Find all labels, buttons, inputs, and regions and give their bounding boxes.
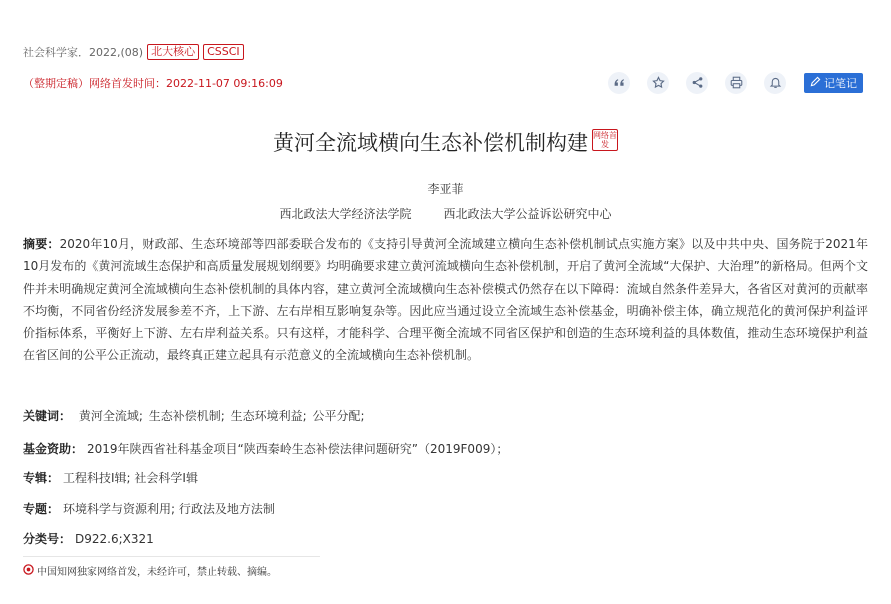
classification-label: 分类号： <box>23 532 72 546</box>
core-journal-badge: 北大核心 <box>147 44 199 60</box>
copyright-text: 中国知网独家网络首发，未经许可，禁止转载、摘编。 <box>37 567 277 578</box>
classification-value: D922.6;X321 <box>75 532 154 546</box>
affiliation-line <box>0 205 891 222</box>
edit-icon <box>810 76 824 90</box>
article-title: 黄河全流域横向生态补偿机制构建 <box>273 131 588 155</box>
publish-time: （整期定稿）网络首发时间：2022-11-07 09:16:09 <box>23 77 283 90</box>
keyword-link[interactable]: 黄河全流域; <box>78 409 143 423</box>
topic-row <box>23 500 275 517</box>
star-icon <box>652 74 665 93</box>
cssci-badge: CSSCI <box>203 44 244 60</box>
journal-source[interactable]: 社会科学家．2022,(08) <box>23 46 144 59</box>
print-button[interactable] <box>725 72 747 94</box>
article-toolbar <box>608 72 863 94</box>
abstract-text: 2020年10月，财政部、生态环境部等四部委联合发布的《支持引导黄河全流域建立横向生态补偿机制试点实施方案》以及中共中央、国务院于2021年10月发布的《黄河流域生态保护和高质量发展规划纲要》均明确要求建立黄河流域横向生态补偿机制，开启了黄河全流域“大保护、大治理”的新格局。但两个文件并未明确规定黄河全流域横向生态补偿机制的具体内容，建立黄河全流域横向生态补偿模式仍然存在以下障碍：流域自然条件差异大，各省区对黄河的贡献率不均衡，不同省份经济发展参差不齐，上下游、左右岸相互影响复杂等。因此应当通过设立全流域生态补偿基金，明确补偿主体，确立规范化的黄河保护利益评价指标体系，平衡好上下游、左右岸利益关系。只有这样，才能科学、合理平衡全流域不同省区保护和创造的生态环境利益的具体数值，推动生态环境保护利益在省区间的公平公正流动，最终真正建立起具有示范意义的全流域横向生态补偿机制。 <box>23 237 868 363</box>
title-area <box>0 127 891 157</box>
quote-icon <box>613 74 626 93</box>
take-note-label: 记笔记 <box>824 77 857 90</box>
topic-value: 环境科学与资源利用; 行政法及地方法制 <box>63 502 275 516</box>
affiliation-link-2[interactable]: 西北政法大学公益诉讼研究中心 <box>443 207 612 221</box>
copyright-notice <box>23 556 320 578</box>
share-icon <box>691 74 704 93</box>
affiliation-link-1[interactable]: 西北政法大学经济法学院 <box>279 207 412 221</box>
share-button[interactable] <box>686 72 708 94</box>
bell-icon <box>769 74 782 93</box>
subscribe-button[interactable] <box>764 72 786 94</box>
series-value: 工程科技Ⅰ辑; 社会科学Ⅰ辑 <box>63 471 198 485</box>
topic-label: 专题： <box>23 502 60 516</box>
print-icon <box>730 74 743 93</box>
funding-link[interactable]: 2019年陕西省社科基金项目“陕西秦岭生态补偿法律问题研究”（2019F009）； <box>87 442 509 456</box>
author-line <box>0 180 891 197</box>
abstract <box>23 233 868 367</box>
online-first-badge: 网络首发 <box>593 131 617 149</box>
keywords-row <box>23 407 367 424</box>
series-row <box>23 469 198 486</box>
funding-label: 基金资助： <box>23 442 84 456</box>
funding-row <box>23 440 508 457</box>
keyword-link[interactable]: 生态环境利益; <box>230 409 307 423</box>
favorite-button[interactable] <box>647 72 669 94</box>
classification-row <box>23 530 154 547</box>
series-label: 专辑： <box>23 471 60 485</box>
cite-button[interactable] <box>608 72 630 94</box>
keywords-label: 关键词： <box>23 409 72 423</box>
keyword-link[interactable]: 生态补偿机制; <box>148 409 225 423</box>
keyword-link[interactable]: 公平分配; <box>312 409 365 423</box>
abstract-label: 摘要： <box>23 237 60 251</box>
author-link[interactable]: 李亚菲 <box>427 182 464 196</box>
journal-source-line <box>23 44 244 60</box>
copyright-icon <box>23 564 37 578</box>
take-note-button[interactable] <box>804 73 863 93</box>
